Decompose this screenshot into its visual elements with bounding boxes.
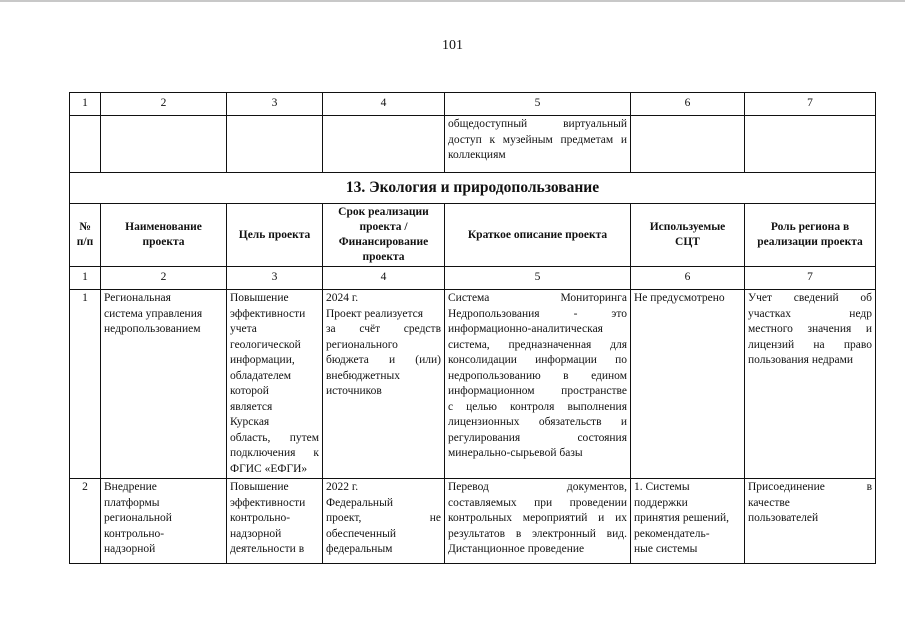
row-number: 1 (70, 290, 101, 479)
project-role: Присоединение в качестве пользователей (745, 479, 876, 564)
table-row (70, 479, 876, 564)
column-number-cell: 7 (745, 267, 876, 290)
projects-table (69, 92, 876, 564)
project-description: Перевод документов, составляемых при проведении контрольных мероприятий и их результатов в электронный вид. Дистанционное проведение (445, 479, 631, 564)
section-row (70, 173, 876, 204)
description-line: общедоступный виртуальный (448, 118, 627, 130)
column-number-cell: 4 (323, 267, 445, 290)
table-row (70, 290, 876, 479)
continuation-row (70, 116, 876, 173)
scan-top-edge (0, 0, 905, 2)
description-line: коллекциям (448, 149, 506, 161)
project-technologies: Не предусмотрено (631, 290, 745, 479)
column-number-cell: 6 (631, 93, 745, 116)
header-number: № п/п (70, 204, 101, 267)
column-number-cell: 5 (445, 93, 631, 116)
header-row (70, 204, 876, 267)
column-number-cell: 2 (101, 267, 227, 290)
project-name: Внедрение платформы региональной контрольно- надзорной (101, 479, 227, 564)
column-number-cell: 7 (745, 93, 876, 116)
column-number-cell: 3 (227, 93, 323, 116)
description-line: доступ к музейным предметам и (448, 133, 627, 146)
section-title: 13. Экология и природопользование (70, 173, 876, 204)
column-number-cell: 6 (631, 267, 745, 290)
column-number-cell: 3 (227, 267, 323, 290)
project-goal: Повышение эффективности контрольно- надзорной деятельности в (227, 479, 323, 564)
column-number-cell: 1 (70, 93, 101, 116)
project-technologies: 1. Системы поддержки принятия решений, рекомендатель- ные системы (631, 479, 745, 564)
header-description: Краткое описание проекта (445, 204, 631, 267)
column-number-row (70, 93, 876, 116)
continuation-description-cell (445, 116, 631, 173)
header-technologies: Используемые СЦТ (631, 204, 745, 267)
header-deadline: Срок реализации проекта / Финансирование проекта (323, 204, 445, 267)
project-goal: Повышение эффективности учета геологической информации, обладателем которой является Курская область, путем подключения к ФГИС «ЕФГИ» (227, 290, 323, 479)
project-description: Система Мониторинга Недропользования - это информационно-аналитическая система, предназначенная для консолидации информации по недропользованию в едином информационном пространстве с целью контроля выполнения лицензионных обязательств и регулирования состояния минерально-сырьевой базы (445, 290, 631, 479)
page-number: 101 (442, 38, 463, 53)
row-number: 2 (70, 479, 101, 564)
column-number-cell: 1 (70, 267, 101, 290)
project-name: Региональная система управления недропользованием (101, 290, 227, 479)
project-role: Учет сведений об участках недр местного значения и лицензий на право пользования недрами (745, 290, 876, 479)
column-number-cell: 4 (323, 93, 445, 116)
column-number-row (70, 267, 876, 290)
header-role: Роль региона в реализации проекта (745, 204, 876, 267)
project-deadline: 2024 г. Проект реализуется за счёт средств регионального бюджета и (или) внебюджетных источников (323, 290, 445, 479)
column-number-cell: 5 (445, 267, 631, 290)
project-deadline: 2022 г. Федеральный проект, не обеспеченный федеральным (323, 479, 445, 564)
header-name: Наименование проекта (101, 204, 227, 267)
header-goal: Цель проекта (227, 204, 323, 267)
column-number-cell: 2 (101, 93, 227, 116)
